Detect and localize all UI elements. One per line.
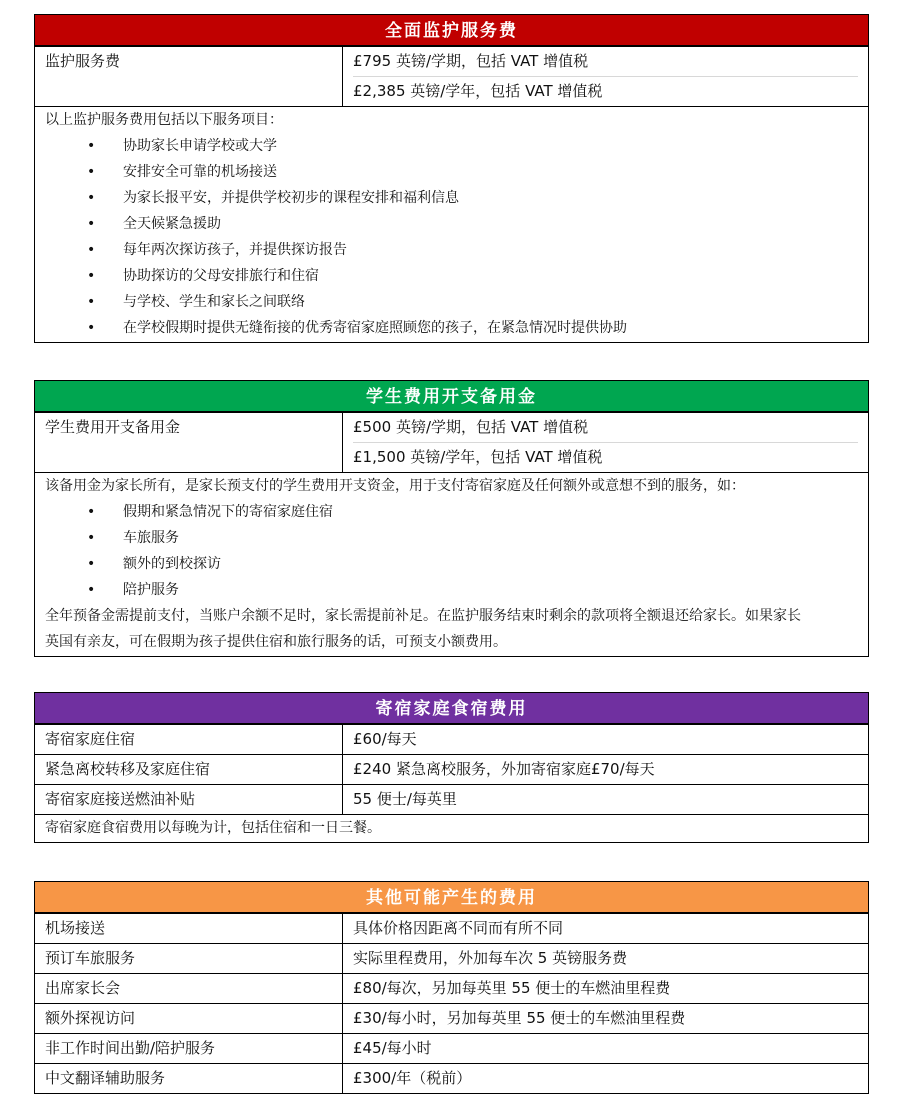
bullet-icon: • — [87, 530, 96, 546]
reserve-note-line-1: 全年预备金需提前支付，当账户余额不足时，家长需提前补足。在监护服务结束时剩余的款项将全额退还给家长。如果家长 — [45, 608, 801, 624]
fee-label: 出席家长会 — [35, 974, 343, 1004]
fee-value: £60/每天 — [343, 725, 869, 755]
table-row — [35, 725, 869, 755]
fee-value: £300/年（税前） — [343, 1064, 869, 1094]
list-item: • 在学校假期时提供无缝衔接的优秀寄宿家庭照顾您的孩子，在紧急情况时提供协助 — [87, 315, 858, 341]
fee-values — [343, 47, 869, 107]
fee-label: 监护服务费 — [35, 47, 343, 107]
reserve-note-line-2: 英国有亲友，可在假期为孩子提供住宿和旅行服务的话，可预支小额费用。 — [45, 634, 507, 650]
list-item: • 协助探访的父母安排旅行和住宿 — [87, 263, 858, 289]
services-cell — [35, 107, 869, 343]
list-item: • 每年两次探访孩子，并提供探访报告 — [87, 237, 858, 263]
fee-label: 寄宿家庭住宿 — [35, 725, 343, 755]
fee-value: 实际里程费用，外加每车次 5 英镑服务费 — [343, 944, 869, 974]
student-expense-section — [34, 380, 869, 657]
services-list — [45, 133, 858, 341]
price-per-term: £795 英镑/学期，包括 VAT 增值税 — [353, 52, 589, 70]
bullet-icon: • — [87, 138, 96, 154]
fee-label: 预订车旅服务 — [35, 944, 343, 974]
table-row — [35, 914, 869, 944]
other-fees-table — [34, 913, 869, 1094]
section-title: 学生费用开支备用金 — [34, 380, 869, 412]
list-item: • 车旅服务 — [87, 525, 858, 551]
section-title: 全面监护服务费 — [34, 14, 869, 46]
services-intro: 以上监护服务费用包括以下服务项目： — [45, 112, 283, 128]
fee-values — [343, 413, 869, 473]
table-row — [35, 1064, 869, 1094]
list-item: • 额外的到校探访 — [87, 551, 858, 577]
homestay-fee-table — [34, 724, 869, 843]
reserve-uses-list — [45, 499, 858, 603]
guardianship-fee-section — [34, 14, 869, 343]
homestay-note: 寄宿家庭食宿费用以每晚为计，包括住宿和一日三餐。 — [35, 815, 869, 843]
table-row — [35, 755, 869, 785]
fee-label: 紧急离校转移及家庭住宿 — [35, 755, 343, 785]
reserve-intro: 该备用金为家长所有，是家长预支付的学生费用开支资金，用于支付寄宿家庭及任何额外或意想不到的服务，如： — [45, 478, 745, 494]
fee-label: 中文翻译辅助服务 — [35, 1064, 343, 1094]
bullet-icon: • — [87, 294, 96, 310]
fee-label: 寄宿家庭接送燃油补贴 — [35, 785, 343, 815]
other-fees-section — [34, 881, 869, 1094]
fee-value: 具体价格因距离不同而有所不同 — [343, 914, 869, 944]
reserve-details-cell — [35, 473, 869, 657]
price-per-year: £2,385 英镑/学年，包括 VAT 增值税 — [353, 76, 858, 106]
fee-label: 非工作时间出勤/陪护服务 — [35, 1034, 343, 1064]
bullet-icon: • — [87, 190, 96, 206]
fee-label: 学生费用开支备用金 — [35, 413, 343, 473]
table-row — [35, 1004, 869, 1034]
table-row — [35, 944, 869, 974]
fee-value: £30/每小时，另加每英里 55 便士的车燃油里程费 — [343, 1004, 869, 1034]
guardianship-fee-table — [34, 46, 869, 343]
fee-label: 机场接送 — [35, 914, 343, 944]
list-item: • 为家长报平安，并提供学校初步的课程安排和福利信息 — [87, 185, 858, 211]
fee-label: 额外探视访问 — [35, 1004, 343, 1034]
bullet-icon: • — [87, 268, 96, 284]
price-per-term: £500 英镑/学期，包括 VAT 增值税 — [353, 418, 589, 436]
bullet-icon: • — [87, 582, 96, 598]
list-item: • 安排安全可靠的机场接送 — [87, 159, 858, 185]
section-title: 其他可能产生的费用 — [34, 881, 869, 913]
table-row — [35, 1034, 869, 1064]
list-item: • 假期和紧急情况下的寄宿家庭住宿 — [87, 499, 858, 525]
list-item: • 全天候紧急援助 — [87, 211, 858, 237]
bullet-icon: • — [87, 320, 96, 336]
bullet-icon: • — [87, 504, 96, 520]
list-item: • 与学校、学生和家长之间联络 — [87, 289, 858, 315]
bullet-icon: • — [87, 556, 96, 572]
homestay-fee-section — [34, 692, 869, 843]
bullet-icon: • — [87, 242, 96, 258]
price-per-year: £1,500 英镑/学年，包括 VAT 增值税 — [353, 442, 858, 472]
table-row — [35, 974, 869, 1004]
fee-value: 55 便士/每英里 — [343, 785, 869, 815]
fee-value: £240 紧急离校服务，外加寄宿家庭£70/每天 — [343, 755, 869, 785]
list-item: • 协助家长申请学校或大学 — [87, 133, 858, 159]
bullet-icon: • — [87, 216, 96, 232]
table-row — [35, 785, 869, 815]
section-title: 寄宿家庭食宿费用 — [34, 692, 869, 724]
fee-value: £80/每次，另加每英里 55 便士的车燃油里程费 — [343, 974, 869, 1004]
bullet-icon: • — [87, 164, 96, 180]
list-item: • 陪护服务 — [87, 577, 858, 603]
student-expense-table — [34, 412, 869, 657]
fee-value: £45/每小时 — [343, 1034, 869, 1064]
